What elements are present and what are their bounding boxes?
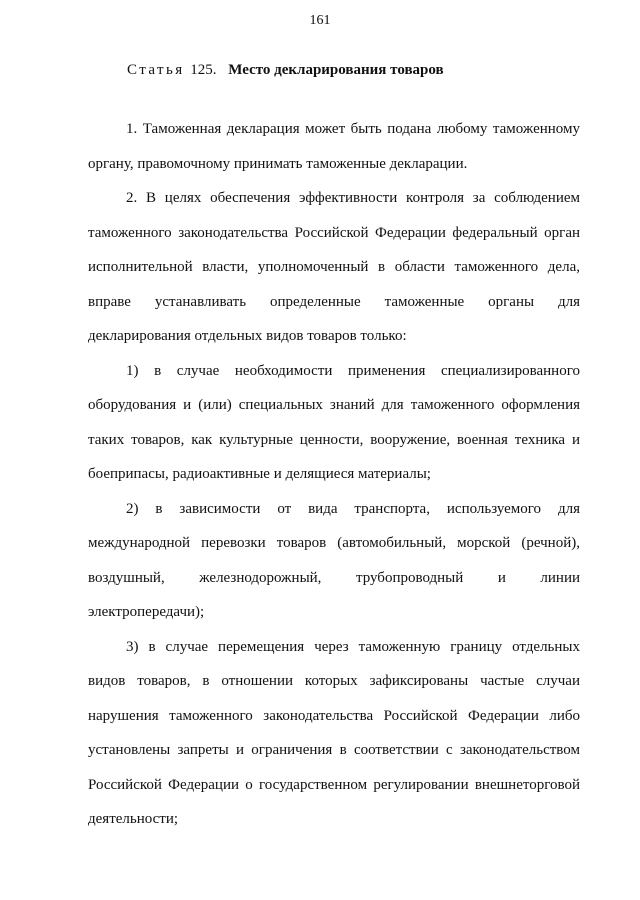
paragraph-line: боеприпасы, радиоактивные и делящиеся материалы; <box>88 466 431 482</box>
article-heading <box>127 60 444 80</box>
paragraph-line: вправе устанавливать определенные таможенные органы для <box>88 293 580 310</box>
article-body <box>88 112 580 837</box>
paragraph-line: воздушный, железнодорожный, трубопроводный и линии <box>88 569 580 586</box>
paragraph-line: 1. Таможенная декларация может быть подана любому таможенному <box>126 121 580 137</box>
paragraph-line: 2) в зависимости от вида транспорта, используемого для <box>126 500 580 517</box>
paragraph-line: видов товаров, в отношении которых зафиксированы частые случаи <box>88 673 580 689</box>
paragraph-line: Российской Федерации о государственном регулировании внешнеторговой <box>88 776 580 793</box>
paragraph-3 <box>88 354 580 492</box>
paragraph-line: международной перевозки товаров (автомобильный, морской (речной), <box>88 535 580 551</box>
paragraph-line: таможенного законодательства Российской Федерации федеральный орган <box>88 224 580 241</box>
paragraph-line: таких товаров, как культурные ценности, вооружение, военная техника и <box>88 431 580 448</box>
paragraph-line: электропередачи); <box>88 604 205 620</box>
paragraph-line: 1) в случае необходимости применения специализированного <box>126 362 580 379</box>
paragraph-line: декларирования отдельных видов товаров только: <box>88 328 407 344</box>
paragraph-line: 2. В целях обеспечения эффективности контроля за соблюдением <box>126 190 580 206</box>
page-number: 161 <box>309 13 331 28</box>
paragraph-5 <box>88 630 580 837</box>
paragraph-line: установлены запреты и ограничения в соответствии с законодательством <box>88 742 580 758</box>
article-prefix: Статья <box>127 62 185 78</box>
paragraph-4 <box>88 492 580 630</box>
paragraph-line: исполнительной власти, уполномоченный в области таможенного дела, <box>88 259 580 275</box>
paragraph-line: органу, правомочному принимать таможенные декларации. <box>88 155 468 172</box>
article-number: 125. <box>190 62 217 78</box>
paragraph-line: нарушения таможенного законодательства Российской Федерации либо <box>88 707 580 724</box>
article-title: Место декларирования товаров <box>228 62 444 78</box>
paragraph-1 <box>88 112 580 181</box>
paragraph-line: 3) в случае перемещения через таможенную границу отдельных <box>126 638 580 655</box>
paragraph-line: оборудования и (или) специальных знаний для таможенного оформления <box>88 397 580 413</box>
paragraph-line: деятельности; <box>88 811 179 827</box>
paragraph-2 <box>88 181 580 354</box>
